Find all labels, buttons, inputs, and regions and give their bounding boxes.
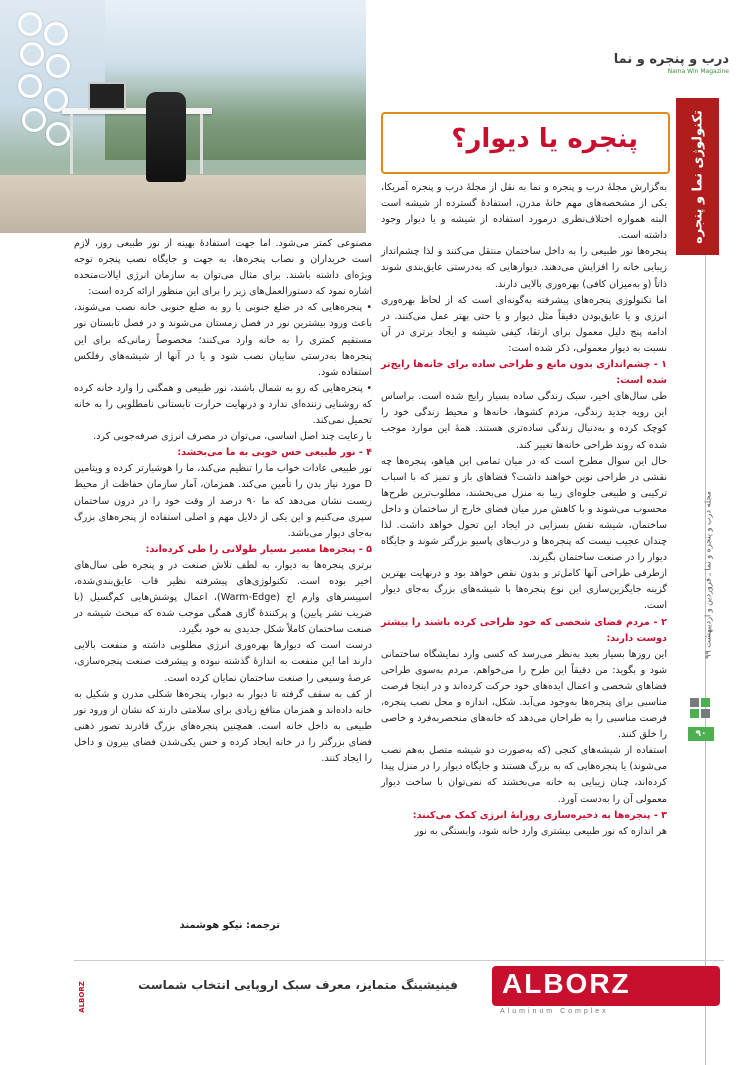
body-paragraph: این روزها بسیار بعید به‌نظر می‌رسد که کسی وارد نمایشگاه ساختمانی شود و بگوید: من دقیقاً این طرح را می‌خواهم. مردم به‌سوی طراحی فضاهای شخصی و اعمال ایده‌های خود حرکت کرده‌اند و در اینجا فرصت مناسبی برای پنجره‌ها به‌وجود می‌آید. شکل، اندازه و محل نصب پنجره، فرصت مناسبی را به طراحان می‌دهد که خانه‌های منحصربه‌فرد و خاصی را خلق کنند. xyxy=(381,648,667,741)
body-paragraph: درست است که دیوارها بهره‌وری انرژی مطلوبی داشته و منفعت بالایی دارند اما این منفعت به اندازهٔ گذشته نبوده و پیشرفت صنعت پنجره‌سازی، عرصهٔ وسیعی را صنعت ساختمان نمایان کرده است. xyxy=(74,640,372,684)
body-paragraph: پنجره‌ها نور طبیعی را به داخل ساختمان منتقل می‌کنند و لذا چشم‌انداز زیبایی خانه را افزایش می‌دهند. دیوارهایی که به‌درستی عایق‌بندی شوند ذاتاً (و به‌میزان کافی) بهره‌وری بالایی دارند. xyxy=(381,246,667,290)
magazine-logo-name: درب و پنجره و نما xyxy=(613,52,729,67)
window-view xyxy=(105,0,366,160)
body-paragraph: استفاده از شیشه‌های کنجی (که به‌صورت دو شیشه متصل به‌هم نصب می‌شوند) یا پنجره‌هایی که به‌ بزرگ هستند و جایگاه دیوار را در منزل پیدا کرده‌اند، چنان زیبایی به خانه می‌بخشند که نمی‌توان با ساخت دیوار معمولی آن را به‌دست آورد. xyxy=(381,745,667,805)
body-paragraph: هر اندازه که نور طبیعی بیشتری وارد خانه شود، وابستگی به نور xyxy=(414,825,667,837)
body-paragraph: مصنوعی کمتر می‌شود. اما جهت استفادهٔ بهینه از نور طبیعی روز، لازم است خریداران و نصاب پنجره‌ها، به جهت و جایگاه نصب پنجره توجه ویژه‌ای داشته باشند. برای مثال می‌توان به سازمان انرژی ایالات‌متحده اشاره نمود که دستورالعمل‌های زیر را برای این منظور ارائه کرده است: xyxy=(74,238,372,298)
body-paragraph: برتری پنجره‌ها به دیوار، به لطف تلاش صنعت در و پنجره طی سال‌های اخیر بوده است. تکنولوژی‌های پیشرفته نظیر قاب عایق‌بندی‌شده، اسپیسرهای وارم اج (Warm-Edge)، اعمال پوشش‌هایی کم‌گسیل (با ضریب نشر پایین) و پرکنندهٔ گازی همگی موجب شده که مبحث شیشه در صنعت ساختمان کاملاً شکل جدیدی به خود بگیرد. xyxy=(74,559,372,636)
body-paragraph: • پنجره‌هایی که در ضلع جنوبی یا رو به ضلع جنوبی خانه نصب می‌شوند، باعث ورود بیشترین نور در فصل زمستان می‌شوند و در فصل تابستان نور مستقیم کمتری را به خانه وارد می‌کنند؛ مخصوصاً زمانی‌که برای این پنجره‌ها به‌درستی سایبان نصب شود و یا در آنها از شیشه‌های رفلکس استفاده شود. xyxy=(74,302,372,378)
ad-side-logo xyxy=(74,962,90,1032)
body-paragraph: حال این سوال مطرح است که در میان تمامی این هیاهو، پنجره‌ها چه نقشی در طراحی نوین خواهند داشت؟ فضاهای باز و تمیز که با اسباب ترکیبی و طبیعی جلوه‌ای زیبا به منزل می‌بخشند، مطلوب‌ترین طرح‌ها محسوب می‌شوند و با کاهش مرز میان فضای خارج از ساختمان و داخل ساختمان، شیشه نقش بسزایی در ایجاد این تحول خواهد داشت. لذا چندان عجیب نیست که پنجره‌ها و درب‌های پاسیو بزرگتر شوند و جایگاه دیوار را در صنعت ساختمان بگیرند. xyxy=(381,455,667,564)
section-heading: ۱ - چشم‌اندازی بدون مانع و طراحی ساده برای خانه‌ها رایج‌تر شده است: xyxy=(381,359,667,387)
section-sidebar xyxy=(676,98,719,255)
body-paragraph: به‌گزارش مجلهٔ درب و پنجره و نما به نقل از مجلهٔ درب و پنجره آمریکا، یکی از مشخصه‌های مهم خانهٔ مدرن، استفادهٔ گسترده از شیشه است البته همواره اختلاف‌نظری درمورد استفاده از شیشه و یا دیوار وجود داشته است. xyxy=(381,182,667,242)
page-marker-icon xyxy=(688,698,716,722)
ad-logo-sub: Aluminum Complex xyxy=(500,1008,609,1015)
body-paragraph: طی سال‌های اخیر، سبک زندگی ساده بسیار رایج شده است. براساس این رویه جدید زندگی، مردم کشوها، خانه‌ها و محیط زندگی خود را کوچک کرده و به‌دنبال زندگی ساده‌تری هستند. همهٔ این موارد موجب شده که روند طراحی خانه‌ها تغییر کند. xyxy=(381,391,667,451)
magazine-logo xyxy=(583,52,729,76)
section-heading: ۲ - مردم فضای شخصی که خود طراحی کرده باشند را بیشتر دوست دارند: xyxy=(381,616,667,644)
footer-divider xyxy=(74,960,724,961)
body-paragraph: • پنجره‌هایی که رو به شمال باشند، نور طبیعی و همگنی را وارد خانه کرده که روشنایی زننده‌ای ندارد و درنهایت حرارت تابستانی نامطلوبی را به خانه تحمیل نمی‌کند. xyxy=(74,382,372,427)
body-paragraph: از کف به سقف گرفته تا دیوار به دیوار، پنجره‌ها شکلی مدرن و شکیل به خانه داده‌اند و همزمان منافع زیادی برای سلامتی دارند که نشان از ورود نور طبیعی به داخل خانه است. همچنین پنجره‌های بزرگ قادرند تصور ذهنی فضای بزرگتر را در خانه ایجاد کرده و حس یکی‌شدن فضای بیرون و داخل را ایجاد کنند. xyxy=(74,688,372,764)
ring-shelf xyxy=(16,8,78,158)
hero-photo xyxy=(0,0,366,233)
magazine-logo-sub: Nama Win Magazine xyxy=(667,68,729,75)
office-chair xyxy=(146,92,186,182)
translator-credit: ترجمه: نیکو هوشمند xyxy=(179,920,280,931)
body-paragraph: اما تکنولوژی پنجره‌های پیشرفته به‌گونه‌ای است که از لحاظ بهره‌وری انرژی و یا عایق‌بودن دقیقاً مثل دیوار و یا حتی بهتر عمل می‌کنند. در ادامه پنج دلیل معمول برای ارتقا، کیفی شیشه و ایجاد برتری در آن نسبت به دیوار معمولی، ذکر شده است: xyxy=(381,294,667,354)
desk-leg xyxy=(200,114,203,174)
section-heading: ۴ - نور طبیعی حس خوبی به ما می‌بخشد: xyxy=(177,447,372,459)
desk xyxy=(62,108,212,114)
page-number: ۹۰ xyxy=(688,727,714,741)
article-title: پنجره یا دیوار؟ xyxy=(451,124,638,154)
issue-caption-text: مجله درب و پنجره و نما ـ فروردین و اردیبهشت ۹۹ xyxy=(703,491,713,659)
issue-caption xyxy=(700,470,716,680)
ad-side-label: ALBORZ xyxy=(78,981,86,1013)
left-column xyxy=(74,236,372,916)
monitor xyxy=(88,82,126,110)
ad-slogan: فینیشینگ متمایز، معرف سبک اروپایی انتخاب شماست xyxy=(138,978,458,992)
section-label: تکنولوژی نما و پنجره xyxy=(690,109,705,244)
section-heading: ۵ - پنجره‌ها مسیر بسیار طولانی را طی کرده‌اند: xyxy=(145,543,372,555)
section-heading: ۳ - پنجره‌ها به ذخیره‌سازی روزانهٔ انرژی کمک می‌کنند: xyxy=(412,809,667,821)
title-frame xyxy=(381,112,670,174)
right-column xyxy=(381,180,667,940)
ad-logo-name: ALBORZ xyxy=(502,968,631,999)
body-paragraph: نور طبیعی عادات خواب ما را تنظیم می‌کند، ما را هوشیارتر کرده و ویتامین D مورد نیاز بدن را تأمین می‌کند. همزمان، آمار سازمان حفاظت از محیط زیست نشان می‌دهد که ما ۹۰ درصد از وقت خود را در درون ساختمان سپری می‌کنیم و این یکی از دلایل مهم و اصلی استفاده از پنجره‌های بزرگ به‌جای دیوار می‌باشد. xyxy=(74,463,372,539)
floor xyxy=(0,175,366,233)
ad-logo xyxy=(492,966,720,1006)
body-paragraph: ازطرفی طراحی آنها کامل‌تر و بدون نقص خواهد بود و درنهایت بهترین گزینه جایگزین‌سازی این نوع پنجره‌ها با شیشه‌های بزرگ به‌جای دیوار است. xyxy=(381,568,667,612)
desk-leg xyxy=(70,114,73,174)
body-paragraph: با رعایت چند اصل اساسی، می‌توان در مصرف انرژی صرفه‌جویی کرد. xyxy=(93,431,372,443)
